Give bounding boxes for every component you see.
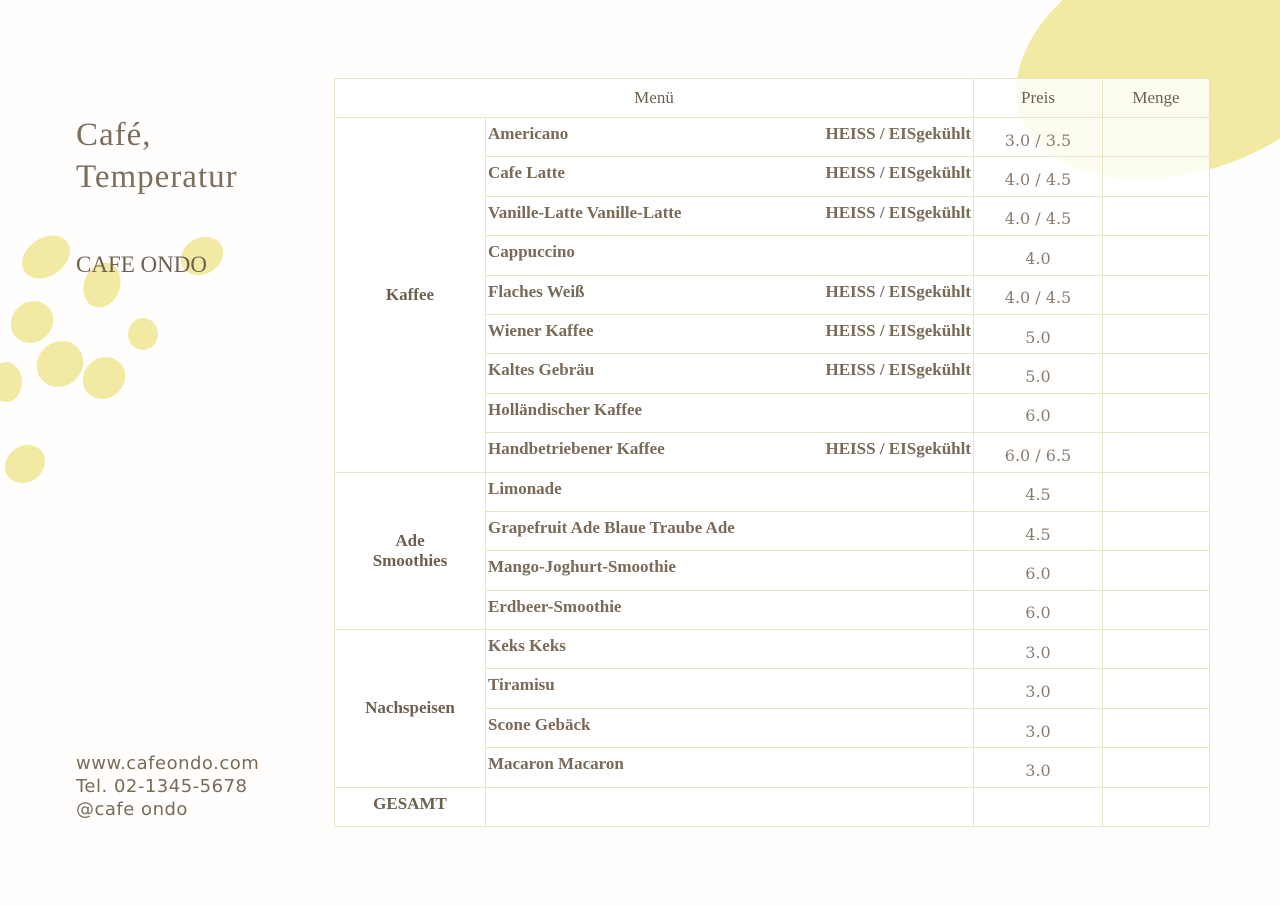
decorative-dot bbox=[0, 362, 22, 402]
price-cell: 4.0 bbox=[974, 236, 1103, 275]
category-cell bbox=[335, 472, 486, 630]
menu-item-name: Handbetriebener Kaffee bbox=[488, 439, 665, 459]
price-cell: 3.0 bbox=[974, 708, 1103, 747]
menu-item-name: Kaltes Gebräu bbox=[488, 360, 595, 380]
header-quantity: Menge bbox=[1103, 79, 1210, 118]
menu-item-cell bbox=[486, 275, 974, 314]
title-line-1: Café, bbox=[76, 117, 152, 153]
quantity-input-cell[interactable] bbox=[1103, 236, 1210, 275]
contact-info bbox=[76, 752, 259, 821]
menu-item-cell bbox=[486, 551, 974, 590]
quantity-input-cell[interactable] bbox=[1103, 314, 1210, 353]
price-cell: 3.0 / 3.5 bbox=[974, 118, 1103, 157]
decorative-dot bbox=[0, 437, 53, 491]
total-quantity-cell[interactable] bbox=[1103, 787, 1210, 826]
category-cell bbox=[335, 118, 486, 473]
menu-item-name: Americano bbox=[488, 124, 569, 143]
menu-item-name: Mango-Joghurt-Smoothie bbox=[488, 557, 676, 577]
title-line-2: Temperatur bbox=[76, 159, 238, 195]
social-handle: @cafe ondo bbox=[76, 799, 188, 820]
menu-item-name: Holländischer Kaffee bbox=[488, 399, 643, 419]
category-label: Ade Smoothies bbox=[372, 530, 448, 570]
menu-item-cell bbox=[486, 314, 974, 353]
quantity-input-cell[interactable] bbox=[1103, 157, 1210, 196]
menu-item-cell bbox=[486, 393, 974, 432]
menu-item-cell bbox=[486, 354, 974, 393]
price-cell: 3.0 bbox=[974, 630, 1103, 669]
quantity-input-cell[interactable] bbox=[1103, 511, 1210, 550]
price-cell: 4.0 / 4.5 bbox=[974, 196, 1103, 235]
quantity-input-cell[interactable] bbox=[1103, 669, 1210, 708]
price-cell: 6.0 bbox=[974, 393, 1103, 432]
menu-item-name: Cappuccino bbox=[488, 242, 575, 262]
price-cell: 6.0 / 6.5 bbox=[974, 433, 1103, 472]
page-title bbox=[76, 114, 238, 198]
menu-item-name: Limonade bbox=[488, 478, 562, 498]
price-cell: 4.0 / 4.5 bbox=[974, 275, 1103, 314]
price-cell: 4.0 / 4.5 bbox=[974, 157, 1103, 196]
total-price-cell bbox=[974, 787, 1103, 826]
temperature-option: HEISS / EISgekühlt bbox=[825, 163, 971, 183]
decorative-dot bbox=[14, 227, 78, 288]
menu-item-name: Tiramisu bbox=[488, 675, 555, 695]
total-label: GESAMT bbox=[335, 787, 486, 826]
header-price: Preis bbox=[974, 79, 1103, 118]
menu-item-cell bbox=[486, 236, 974, 275]
total-row bbox=[335, 787, 1210, 826]
menu-item-cell bbox=[486, 669, 974, 708]
menu-item-cell bbox=[486, 118, 974, 157]
price-cell: 6.0 bbox=[974, 551, 1103, 590]
menu-item-cell bbox=[486, 590, 974, 629]
header-menu: Menü bbox=[335, 79, 974, 118]
menu-item-cell bbox=[486, 630, 974, 669]
menu-item-cell bbox=[486, 196, 974, 235]
menu-item-name: Wiener Kaffee bbox=[488, 320, 594, 340]
temperature-option: HEISS / EISgekühlt bbox=[825, 202, 971, 222]
website-link[interactable]: www.cafeondo.com bbox=[76, 753, 260, 774]
quantity-input-cell[interactable] bbox=[1103, 590, 1210, 629]
price-cell: 5.0 bbox=[974, 354, 1103, 393]
quantity-input-cell[interactable] bbox=[1103, 433, 1210, 472]
temperature-option: HEISS / EISgekühlt bbox=[825, 281, 971, 301]
table-row bbox=[335, 118, 1210, 157]
table-row bbox=[335, 472, 1210, 511]
menu-item-name: Grapefruit Ade Blaue Traube Ade bbox=[488, 517, 735, 537]
table-header-row bbox=[335, 79, 1210, 118]
menu-item-cell bbox=[486, 157, 974, 196]
menu-item-name: Macaron Macaron bbox=[488, 754, 624, 774]
menu-item-cell bbox=[486, 708, 974, 747]
menu-item-cell bbox=[486, 472, 974, 511]
menu-order-table bbox=[334, 78, 1210, 827]
menu-item-name: Cafe Latte bbox=[488, 163, 565, 183]
menu-item-name: Keks Keks bbox=[488, 636, 566, 656]
price-cell: 4.5 bbox=[974, 472, 1103, 511]
menu-item-cell bbox=[486, 748, 974, 787]
price-cell: 5.0 bbox=[974, 314, 1103, 353]
quantity-input-cell[interactable] bbox=[1103, 275, 1210, 314]
menu-item-name: Flaches Weiß bbox=[488, 281, 585, 301]
price-cell: 3.0 bbox=[974, 748, 1103, 787]
price-cell: 6.0 bbox=[974, 590, 1103, 629]
category-label: Nachspeisen bbox=[365, 698, 455, 718]
quantity-input-cell[interactable] bbox=[1103, 708, 1210, 747]
price-cell: 4.5 bbox=[974, 511, 1103, 550]
category-label: Kaffee bbox=[385, 284, 435, 304]
temperature-option: HEISS / EISgekühlt bbox=[825, 439, 971, 459]
phone-number: Tel. 02-1345-5678 bbox=[76, 776, 248, 797]
table-row bbox=[335, 630, 1210, 669]
menu-item-cell bbox=[486, 511, 974, 550]
temperature-option: HEISS / EISgekühlt bbox=[825, 360, 971, 380]
quantity-input-cell[interactable] bbox=[1103, 354, 1210, 393]
brand-name: CAFE ONDO bbox=[76, 252, 207, 277]
temperature-option: HEISS / EISgekühlt bbox=[825, 320, 971, 340]
quantity-input-cell[interactable] bbox=[1103, 630, 1210, 669]
decorative-dot bbox=[128, 318, 158, 350]
menu-item-cell bbox=[486, 433, 974, 472]
quantity-input-cell[interactable] bbox=[1103, 393, 1210, 432]
quantity-input-cell[interactable] bbox=[1103, 196, 1210, 235]
menu-item-name: Scone Gebäck bbox=[488, 714, 591, 734]
temperature-option: HEISS / EISgekühlt bbox=[825, 124, 971, 143]
category-cell bbox=[335, 630, 486, 788]
quantity-input-cell[interactable] bbox=[1103, 748, 1210, 787]
menu-item-name: Vanille-Latte Vanille-Latte bbox=[488, 202, 682, 222]
quantity-input-cell[interactable] bbox=[1103, 551, 1210, 590]
menu-item-name: Erdbeer-Smoothie bbox=[488, 596, 622, 616]
quantity-input-cell[interactable] bbox=[1103, 118, 1210, 157]
quantity-input-cell[interactable] bbox=[1103, 472, 1210, 511]
price-cell: 3.0 bbox=[974, 669, 1103, 708]
total-menu-cell bbox=[486, 787, 974, 826]
